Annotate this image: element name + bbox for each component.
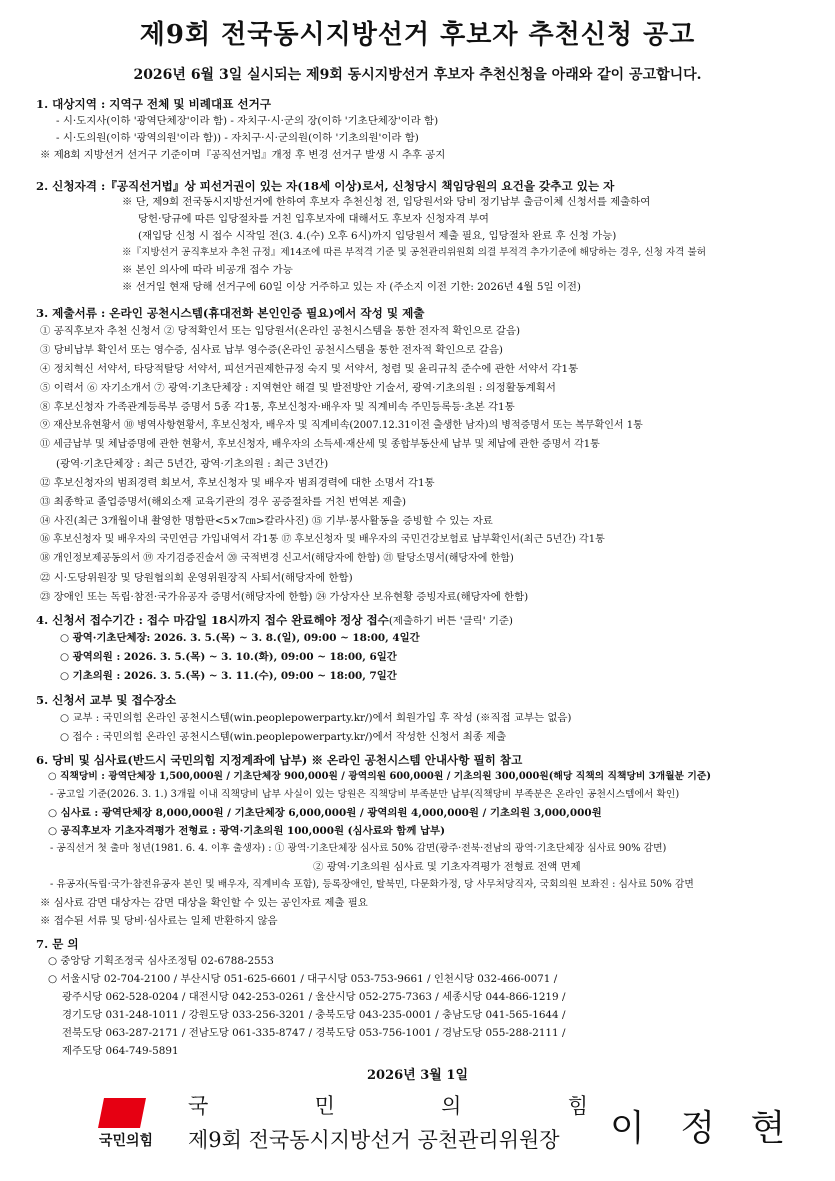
- document-item: (광역·기초단체장 : 최근 5년간, 광역·기초의원 : 최근 3년간): [56, 458, 329, 470]
- section-3-heading: 3. 제출서류 : 온라인 공천시스템(휴대전화 본인인증 필요)에서 작성 및 제출: [36, 306, 425, 320]
- section-2-line: ※ 단, 제9회 전국동시지방선거에 한하여 후보자 추천신청 전, 입당원서와 당비 정기납부 출금이체 신청서를 제출하여: [122, 196, 651, 208]
- section-4-heading-text: 4. 신청서 접수기간 : 접수 마감일 18시까지 접수 완료해야 정상 접수: [36, 613, 389, 627]
- section-1-note: ※ 제8회 지방선거 선거구 기준이며『공직선거법』개정 후 변경 선거구 발생 시 추후 공지: [40, 149, 446, 161]
- document-item: ㉒ 시·도당위원장 및 당원협의회 운영위원장직 사퇴서(해당자에 한함): [40, 572, 353, 584]
- fee-line: - 공직선거 첫 출마 청년(1981. 6. 4. 이후 출생자) : ① 광역·기초단체장 심사료 50% 감면(광주·전북·전남의 광역·기초단체장 심사료 90% 감면): [50, 843, 667, 854]
- party-name-char: 민: [314, 1094, 335, 1118]
- document-item: ③ 당비납부 확인서 또는 영수증, 심사료 납부 영수증(온라인 공천시스템을 통한 전자적 확인으로 갈음): [40, 344, 503, 356]
- fee-line: ○ 직책당비 : 광역단체장 1,500,000원 / 기초단체장 900,000원 / 광역의원 600,000원 / 기초의원 300,000원(해당 직책의 직책당비 3개월분 기준): [48, 771, 711, 782]
- document-item: ㉓ 장애인 또는 독립·참전·국가유공자 증명서(해당자에 한함) ㉔ 가상자산 보유현황 증빙자료(해당자에 한함): [40, 591, 529, 603]
- document-item: ⑨ 재산보유현황서 ⑩ 병역사항현황서, 후보신청자, 배우자 및 직계비속(2007.12.31이전 출생한 남자)의 병적증명서 또는 복무확인서 1통: [40, 420, 643, 431]
- document-item: ⑱ 개인정보제공동의서 ⑲ 자기검증진술서 ⑳ 국적변경 신고서(해당자에 한함) ㉑ 탈당소명서(해당자에 한함): [40, 553, 514, 564]
- fee-line: - 유공자(독립·국가·참전유공자 본인 및 배우자, 직계비속 포함), 등록장애인, 탈북민, 다문화가정, 당 사무처당직자, 국회의원 보좌진 : 심사료 50% 감면: [50, 879, 694, 890]
- period-line: ○ 기초의원 : 2026. 3. 5.(목) ~ 3. 11.(수), 09:00 ~ 18:00, 7일간: [60, 670, 397, 682]
- section-2-line: (재입당 신청 시 접수 시작일 전(3. 4.(수) 오후 6시)까지 입당원서 제출 필요, 입당절차 완료 후 신청 가능): [138, 230, 617, 242]
- contact-line: ○ 서울시당 02-704-2100 / 부산시당 051-625-6601 / 대구시당 053-753-9661 / 인천시당 032-466-0071 /: [48, 973, 558, 985]
- section-1-heading: 1. 대상지역 : 지역구 전체 및 비례대표 선거구: [36, 97, 272, 111]
- contact-line: 제주도당 064-749-5891: [62, 1045, 179, 1057]
- committee-title: 제9회 전국동시지방선거 공천관리위원장: [188, 1128, 560, 1152]
- section-5-heading: 5. 신청서 교부 및 접수장소: [36, 693, 177, 707]
- section-4-heading-note: (제출하기 버튼 '클릭' 기준): [388, 615, 513, 627]
- section-2-heading: 2. 신청자격 :『공직선거법』상 피선거권이 있는 자(18세 이상)로서, 신청당시 책임당원의 요건을 갖추고 있는 자: [36, 179, 615, 193]
- fee-line: ○ 심사료 : 광역단체장 8,000,000원 / 기초단체장 6,000,000원 / 광역의원 4,000,000원 / 기초의원 3,000,000원: [48, 807, 602, 819]
- section-5-line: ○ 접수 : 국민의힘 온라인 공천시스템(win.peoplepowerparty.kr/)에서 작성한 신청서 최종 제출: [60, 731, 507, 743]
- contact-line: 경기도당 031-248-1011 / 강원도당 033-256-3201 / 충북도당 043-235-0001 / 충남도당 041-565-1644 /: [62, 1009, 566, 1021]
- section-2-line: ※『지방선거 공직후보자 추천 규정』제14조에 따른 부적격 기준 및 공천관리위원회 의결 부적격 추가기준에 해당하는 경우, 신청 자격 불허: [122, 247, 707, 258]
- section-5-line: ○ 교부 : 국민의힘 온라인 공천시스템(win.peoplepowerparty.kr/)에서 회원가입 후 작성 (※직접 교부는 없음): [60, 712, 572, 724]
- document-item: ⑧ 후보신청자 가족관계등록부 증명서 5종 각1통, 후보신청자·배우자 및 직계비속 주민등록등·초본 각1통: [40, 401, 515, 413]
- document-item: ① 공직후보자 추천 신청서 ② 당적확인서 또는 입당원서(온라인 공천시스템을 통한 전자적 확인으로 갈음): [40, 325, 521, 337]
- party-name-char: 의: [441, 1094, 462, 1118]
- document-item: ⑯ 후보신청자 및 배우자의 국민연금 가입내역서 각1통 ⑰ 후보신청자 및 배우자의 국민건강보험료 납부확인서(최근 5년간) 각1통: [40, 534, 605, 545]
- section-2-line: ※ 선거일 현재 당해 선거구에 60일 이상 거주하고 있는 자 (주소지 이전 기한: 2026년 4월 5일 이전): [122, 281, 581, 293]
- document-item: ⑤ 이력서 ⑥ 자기소개서 ⑦ 광역·기초단체장 : 지역현안 해결 및 발전방안 기술서, 광역·기초의원 : 의정활동계획서: [40, 382, 556, 394]
- contact-line: ○ 중앙당 기획조정국 심사조정팀 02-6788-2553: [48, 955, 274, 967]
- party-name: [188, 1090, 588, 1120]
- section-7-heading: 7. 문 의: [36, 937, 79, 951]
- contact-line: 광주시당 062-528-0204 / 대전시당 042-253-0261 / 울산시당 052-275-7363 / 세종시당 044-866-1219 /: [62, 991, 566, 1003]
- fee-note: ※ 접수된 서류 및 당비·심사료는 일체 반환하지 않음: [40, 915, 278, 927]
- party-name-char: 국: [188, 1094, 209, 1118]
- contact-line: 전북도당 063-287-2171 / 전남도당 061-335-8747 / 경북도당 053-756-1001 / 경남도당 055-288-2111 /: [62, 1027, 566, 1039]
- document-item: ⑫ 후보신청자의 범죄경력 회보서, 후보신청자 및 배우자 범죄경력에 대한 소명서 각1통: [40, 477, 435, 489]
- period-line: ○ 광역·기초단체장: 2026. 3. 5.(목) ~ 3. 8.(일), 09:00 ~ 18:00, 4일간: [60, 632, 420, 644]
- document-item: ⑪ 세금납부 및 체납증명에 관한 현황서, 후보신청자, 배우자의 소득세·재산세 및 종합부동산세 납부 및 체납에 관한 증명서 각1통: [40, 439, 600, 450]
- fee-note: ※ 심사료 감면 대상자는 감면 대상을 확인할 수 있는 공인자료 제출 필요: [40, 897, 368, 909]
- document-item: ④ 정치혁신 서약서, 타당적탈당 서약서, 피선거권제한규정 숙지 및 서약서, 청렴 및 윤리규칙 준수에 관한 서약서 각1통: [40, 363, 579, 375]
- announcement-date: 2026년 3월 1일: [367, 1068, 468, 1083]
- section-6-heading: 6. 당비 및 심사료(반드시 국민의힘 지정계좌에 납부) ※ 온라인 공천시스템 안내사항 필히 참고: [36, 753, 523, 767]
- party-name-char: 힘: [567, 1094, 588, 1118]
- section-1-line: - 시·도지사(이하 '광역단체장'이라 함) - 자치구·시·군의 장(이하 '기초단체장'이라 함): [56, 115, 439, 127]
- section-4-heading: [36, 612, 513, 628]
- section-2-line: 당헌·당규에 따른 입당절차를 거친 입후보자에 대해서도 후보자 신청자격 부여: [138, 213, 489, 225]
- fee-line: ○ 공직후보자 기초자격평가 전형료 : 광역·기초의원 100,000원 (심사료와 함께 납부): [48, 825, 445, 837]
- document-item: ⑭ 사진(최근 3개월이내 촬영한 명함판<5×7㎝>칼라사진) ⑮ 기부·봉사활동을 증빙할 수 있는 자료: [40, 515, 493, 527]
- fee-line: - 공고일 기준(2026. 3. 1.) 3개월 이내 직책당비 납부 사실이 있는 당원은 직책당비 부족분만 납부(직책당비 부족분은 온라인 공천시스템에서 확인): [50, 789, 680, 800]
- chairperson-name: 이 정 현: [610, 1108, 798, 1149]
- section-2-line: ※ 본인 의사에 따라 비공개 접수 가능: [122, 264, 293, 276]
- document-item: ⑬ 최종학교 졸업증명서(해외소재 교육기관의 경우 공증절차를 거친 번역본 제출): [40, 496, 407, 508]
- document-subtitle: 2026년 6월 3일 실시되는 제9회 동시지방선거 후보자 추천신청을 아래와 같이 공고합니다.: [133, 67, 702, 83]
- party-logo-text: 국민의힘: [98, 1133, 154, 1149]
- period-line: ○ 광역의원 : 2026. 3. 5.(목) ~ 3. 10.(화), 09:00 ~ 18:00, 6일간: [60, 651, 397, 663]
- section-1-line: - 시·도의원(이하 '광역의원'이라 함)) - 자치구·시·군의원(이하 '기초의원'이라 함): [56, 132, 419, 144]
- document-title: 제9회 전국동시지방선거 후보자 추천신청 공고: [139, 20, 696, 50]
- fee-line: ② 광역·기초의원 심사료 및 기초자격평가 전형료 전액 면제: [313, 861, 581, 873]
